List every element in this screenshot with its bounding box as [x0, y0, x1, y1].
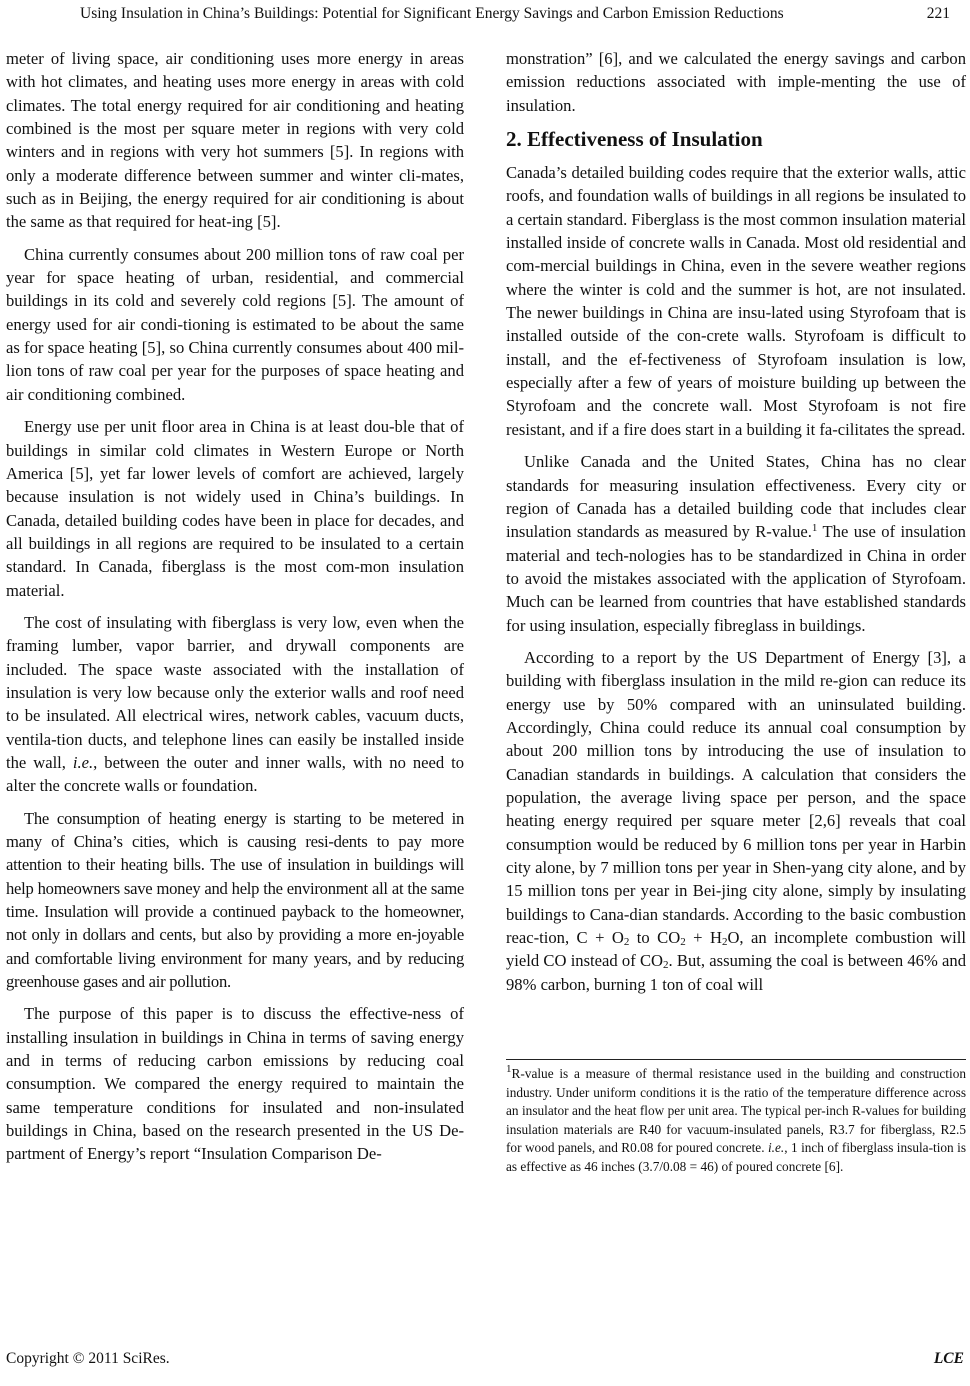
footnote-mark: 1	[811, 522, 818, 535]
footnote-mark: 1	[506, 1063, 512, 1075]
text-run: . But, assuming the coal is between 46% and 98% carbon, burning 1 ton of coal will	[506, 951, 966, 994]
text-run: The use of insulation material and tech-nologies has to be standardized in China in order to avoid the mistakes associated with the application of Styrofoam. Much can be learned from countries that have established standards for using insulation, especially fibreglass in buildings.	[506, 522, 966, 635]
running-title: Using Insulation in China’s Buildings: Potential for Significant Energy Savings and Carbon Emission Reductions	[80, 5, 784, 22]
subscript: 2	[721, 936, 728, 949]
subscript: 2	[623, 936, 630, 949]
paragraph: China currently consumes about 200 million tons of raw coal per year for space heating of urban, residential, and commercial buildings in its cold and severely cold regions [5]. The amount of energy used for air condi-tioning is estimated to be about the same as for space heating [5], so China currently consumes about 400 mil-lion tons of raw coal per year for the purposes of space heating and air conditioning combined.	[6, 244, 464, 404]
subscript: 2	[663, 959, 669, 972]
page-number: 221	[926, 5, 950, 22]
paragraph: The consumption of heating energy is starting to be metered in many of China’s cities, which is causing resi-dents to pay more attention to their heating bills. The use of insulation in buildings will help homeowners save money and help the environment all at the same time. Insulation will provide a continued payback to the homeowner, not only in dollars and cents, but also by providing a more en-joyable and comfortable living environment for many years, and by reducing greenhouse gases and air pollution.	[6, 808, 464, 992]
paragraph: meter of living space, air conditioning uses more energy in areas with hot climates, and heating uses more energy in areas with cold climates. The total energy required for air conditioning and heating combined is the most per square meter in regions with very cold winters and in regions with very hot summers [5]. In regions with only a moderate difference between summer and winter cli-mates, such as in Beijing, the energy required for air conditioning is about the same as that required for heat-ing [5].	[6, 49, 464, 232]
italic-ie: i.e.	[72, 752, 94, 772]
paragraph	[6, 611, 464, 798]
paragraph: Canada’s detailed building codes require that the exterior walls, attic roofs, and foundation walls of buildings in all regions be insulated to a certain standard. Fiberglass is the most common insulation material installed inside of concrete walls in Canada. Most old residential and com-mercial buildings in China, even in the severe weather regions where the winter is cold and the summer is hot, are not insulated. The newer buildings in China are insu-lated using Styrofoam that is installed outside of the con-crete walls. Styrofoam is difficult to install, and the ef-fectiveness of Styrofoam insulation is low, especially after a few of years of moisture building up between the Styrofoam and the concrete wall. Most Styrofoam is not fire resistant, and if a fire does start in a building it fa-cilitates the spread.	[506, 163, 966, 439]
subscript: 2	[680, 936, 686, 949]
text-run: , between the outer and inner walls, with no need to alter the concrete walls or foundation.	[6, 752, 464, 796]
paragraph	[506, 646, 966, 996]
text-run: The cost of insulating with fiberglass is very low, even when the framing lumber, vapor barrier, and drywall components are included. The space waste associated with the installation of insulation is very low because only the exterior walls and roof need to be insulated. All electrical wires, network cables, vacuum ducts, ventila-tion ducts, and telephone lines can easily be installed inside the wall,	[6, 612, 464, 772]
right-column	[506, 47, 966, 1005]
footnote-text: , 1 inch of fiberglass insula-tion is as effective as 46 inches (3.7/0.08 = 46) of poured concrete [6].	[506, 1140, 966, 1174]
text-run: + H	[685, 928, 722, 948]
paragraph: The purpose of this paper is to discuss the effective-ness of installing insulation in buildings in China in terms of saving energy and in terms of reducing carbon emissions by reducing coal consumption. We compared the energy required to maintain the same temperature conditions for insulated and non-insulated buildings in China, based on the research presented in the US De-partment of Energy’s report “Insulation Comparison De-	[6, 1004, 464, 1164]
copyright: Copyright © 2011 SciRes.	[6, 1350, 170, 1367]
italic-ie: i.e.	[767, 1140, 785, 1156]
journal-abbrev: LCE	[933, 1350, 964, 1367]
text-run: Unlike Canada and the United States, China has no clear standards for measuring insulation effectiveness. Every city or region of Canada has a detailed building code that includes clear insulation standards as measured by R-value.	[506, 452, 966, 542]
text-run: According to a report by the US Department of Energy [3], a building with fiberglass insulation in the mild re-gion can reduce its energy use by 50% compared with an uninsulated building. Accordingly, China could reduce its annual coal consumption by about 200 million tons by introducing the use of insulation to Canadian standards in buildings. A calculation that considers the population, the average living space per person, and the space heating energy required per square meter [2,6] reveals that coal consumption would be reduced by 6 million tons per year in Harbin city alone, by 7 million tons per year in Shen-yang city alone, and by 15 million tons per year in Bei-jing city alone, simply by insulating buildings to Cana-dian standards. According to the basic combustion reac-tion, C + O	[506, 647, 966, 948]
section-heading: 2. Effectiveness of Insulation	[506, 127, 763, 152]
page-footer	[6, 1346, 964, 1372]
footnote-text: R-value is a measure of thermal resistance used in the building and construction industry. Under uniform conditions it is the ratio of the temperature difference across an insulator and the heat flow per unit area. The typical per-inch R-values for building insulation materials are R40 for vacuum-insulated panels, R3.7 for fiberglass, R2.5 for wood panels, and R0.08 for poured concrete.	[506, 1066, 966, 1156]
left-column	[6, 47, 464, 1175]
footnote	[506, 1059, 966, 1177]
text-run: to CO	[629, 928, 681, 948]
running-header	[20, 0, 950, 28]
paragraph	[506, 450, 966, 637]
text-run: O, an incomplete combustion will yield CO instead of CO	[506, 928, 966, 971]
paragraph: Energy use per unit floor area in China is at least dou-ble that of buildings in similar cold climates in Western Europe or North America [5], yet far lower levels of comfort are achieved, largely because insulation is not widely used in China’s buildings. In Canada, detailed building codes have been in place for decades, and all buildings in all regions are required to be insulated to a certain standard. In Canada, fiberglass is the most com-mon insulation material.	[6, 417, 464, 600]
paragraph: monstration” [6], and we calculated the energy savings and carbon emission reductions associated with imple-menting the use of insulation.	[506, 49, 966, 115]
